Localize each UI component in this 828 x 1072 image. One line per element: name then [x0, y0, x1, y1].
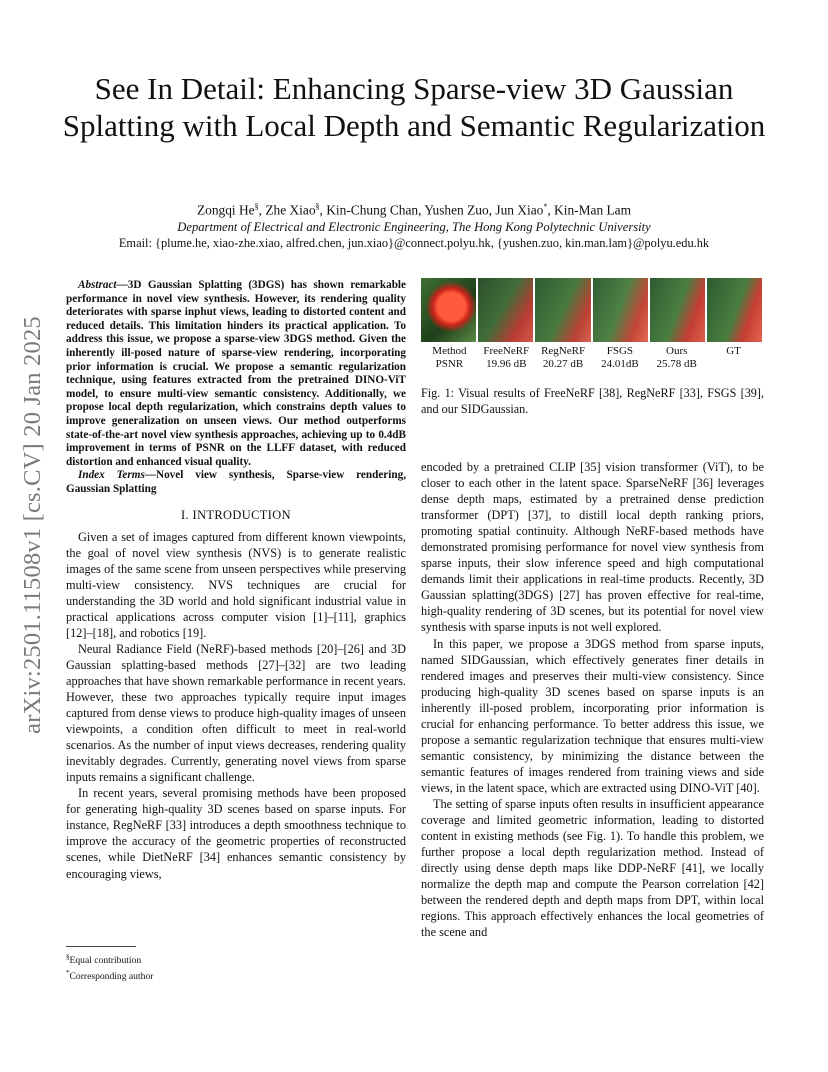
right-paragraph-1: encoded by a pretrained CLIP [35] vision transformer (ViT), to be closer to each other in the latent space. SparseNeRF [36] leverages dense depth maps, estimated by a pretrained dense prediction transformer (DPT) [37], to distill local depth ranking priors, promoting spatial continuity. Although NeRF-based methods have demonstrated promising performance for novel view synthesis from sparse inputs, their slow inference speed and high computational demands limit their applications in real-time products. Recently, 3D Gaussian splatting(3DGS) [27] has proven effective for real-time, high-quality rendering of 3D scenes, but its potential for novel view synthesis with sparse inputs is not well explored. [421, 460, 764, 635]
footnote-2-mark: * [66, 969, 70, 978]
right-paragraph-2: In this paper, we propose a 3DGS method from sparse inputs, named SIDGaussian, which effectively generates finer details in rendered images and preserves their multi-view consistency. Since producing high-quality 3D scenes based on sparse inputs is an inherently ill-posed problem, incorporating prior information is crucial for enhancing performance. To better address this issue, we propose a semantic regularization technique that ensures multi-view semantic consistency, by minimizing the distance between the semantic features of images rendered from training views and side views, in the latent space, which are extracted using DINO-ViT [40]. [421, 636, 764, 795]
affiliation: Department of Electrical and Electronic Engineering, The Hong Kong Polytechnic University [177, 220, 651, 234]
label-regnerf: RegNeRF [541, 345, 586, 357]
label-fsgs: FSGS [606, 345, 634, 357]
author-4: Jun Xiao [495, 202, 544, 218]
label-psnr: PSNR [435, 357, 464, 370]
abstract-text: —3D Gaussian Splatting (3DGS) has shown remarkable performance in novel view synthesis. However, its rendering quality deteriorates with sparse inphut views, leading to distorted content and reduced details. This limitation hinders its practical application. To address this issue, we propose a sparse-view 3DGS method. Given the inherently ill-posed nature of sparse-view rendering, incorporating prior information is crucial. We propose a semantic regularization technique, using features extracted from the pretrained DINO-ViT model, to ensure multi-view semantic consistency. Additionally, we propose local depth regularization, which constrains depth values to improve generalization on unseen views. Our method outperforms state-of-the-art novel view synthesis approaches, achieving up to 0.4dB improvement in terms of PSNR on the LLFF dataset, with reduced distortion and enhanced visual quality. [66, 279, 406, 468]
footnote-1-text: Equal contribution [69, 955, 142, 967]
left-paragraph-1: Given a set of images captured from different known viewpoints, the goal of novel view synthesis (NVS) is to generate realistic images of the same scene from unseen perspectives while preserving multi-view consistency. NVS techniques are crucial for understanding the 3D world and hold significant industrial value in practical applications across computer vision [1]–[11], graphics [12]–[18], and robotics [19]. [66, 529, 406, 640]
index-terms-text: —Novel view synthesis, Sparse-view rendering, Gaussian Splatting [66, 469, 406, 495]
figure-thumbnails [421, 278, 762, 342]
index-terms-label: Index Terms [78, 469, 145, 482]
left-paragraph-2: Neural Radiance Field (NeRF)-based methods [20]–[26] and 3D Gaussian splatting-based methods [27]–[32] are two leading approaches that have shown remarkable performance in recent years. However, these two approaches typically require input images captured from dense views to produce high-quality images of unseen viewpoints, a condition often difficult to meet in real-world scenarios. As the number of input views decreases, rendering quality inevitably degrades. Currently, generating novel views from sparse inputs remains a significant challenge. [66, 641, 406, 785]
figure-caption: Fig. 1: Visual results of FreeNeRF [38], RegNeRF [33], FSGS [39], and our SIDGaussian. [421, 386, 764, 416]
label-gt: GT [726, 345, 741, 357]
label-freenerf: FreeNeRF [483, 345, 530, 357]
right-column [421, 459, 764, 940]
left-column [66, 279, 406, 882]
figure-labels [421, 345, 762, 370]
footnote-2 [66, 967, 406, 983]
psnr-freenerf: 19.96 dB [486, 357, 527, 370]
label-ours: Ours [666, 345, 688, 357]
thumb-freenerf [478, 278, 533, 342]
thumb-fsgs [593, 278, 648, 342]
author-2: Kin-Chung Chan [326, 202, 419, 218]
index-terms [66, 469, 406, 496]
label-col-2 [535, 345, 592, 370]
author-3: Yushen Zuo [424, 202, 489, 218]
label-col-4 [648, 345, 705, 370]
left-paragraph-3: In recent years, several promising methods have been proposed for generating high-quality 3D scenes based on sparse inputs. For instance, RegNeRF [33] introduces a depth smoothness technique to improve the accuracy of the geometric properties of reconstructed scenes, while DietNeRF [34] enhances semantic consistency by encouraging views, [66, 786, 406, 881]
footnote-1 [66, 951, 406, 967]
thumb-regnerf [535, 278, 590, 342]
arxiv-identifier: arXiv:2501.11508v1 [cs.CV] 20 Jan 2025 [19, 316, 46, 734]
psnr-fsgs: 24.01dB [601, 357, 639, 370]
right-paragraph-3: The setting of sparse inputs often results in insufficient appearance coverage and limited geometric information, leading to distorted content in existing methods (see Fig. 1). To handle this problem, we further propose a local depth regularization method. Instead of directly using dense depth maps like DDP-NeRF [41], we locally normalize the depth map and compute the Pearson correlation [42] between the rendered depth and depth maps from DPT, within local regions. This approach effectively enhances the local geometries of the scene and [421, 796, 764, 940]
thumb-ours [650, 278, 705, 342]
footnotes [66, 946, 406, 983]
abstract-label: Abstract [78, 279, 117, 291]
label-col-3 [591, 345, 648, 370]
label-col-5 [705, 345, 762, 370]
author-1-mark: § [315, 202, 320, 211]
author-0-mark: § [254, 202, 259, 211]
label-method: Method [432, 345, 467, 357]
label-col-0 [421, 345, 478, 370]
section-heading: I. INTRODUCTION [181, 507, 291, 522]
thumb-gt [707, 278, 762, 342]
author-5: Kin-Man Lam [554, 202, 632, 218]
footnote-1-mark: § [66, 953, 70, 961]
psnr-regnerf: 20.27 dB [542, 357, 584, 370]
thumb-input-flower [421, 278, 476, 342]
label-col-1 [478, 345, 535, 370]
arxiv-sidebar [18, 290, 48, 760]
author-1: Zhe Xiao [265, 202, 316, 218]
email-line: Email: {plume.he, xiao-zhe.xiao, alfred.chen, jun.xiao}@connect.polyu.hk, {yushen.zuo, kin.man.lam}@polyu.edu.hk [118, 236, 710, 250]
abstract [66, 279, 406, 469]
footnote-rule [66, 946, 136, 947]
figure-1 [421, 278, 762, 370]
author-0: Zongqi He [196, 202, 255, 218]
psnr-ours: 25.78 dB [656, 357, 697, 370]
paper-title: See In Detail: Enhancing Sparse-view 3D Gaussian Splatting with Local Depth and Semantic Regularization [62, 71, 766, 143]
footnote-2-text: Corresponding author [69, 971, 154, 983]
author-list: Zongqi He§, Zhe Xiao§, Kin-Chung Chan, Yushen Zuo, Jun Xiao*, Kin-Man Lam [196, 202, 632, 218]
author-4-mark: * [543, 202, 548, 211]
